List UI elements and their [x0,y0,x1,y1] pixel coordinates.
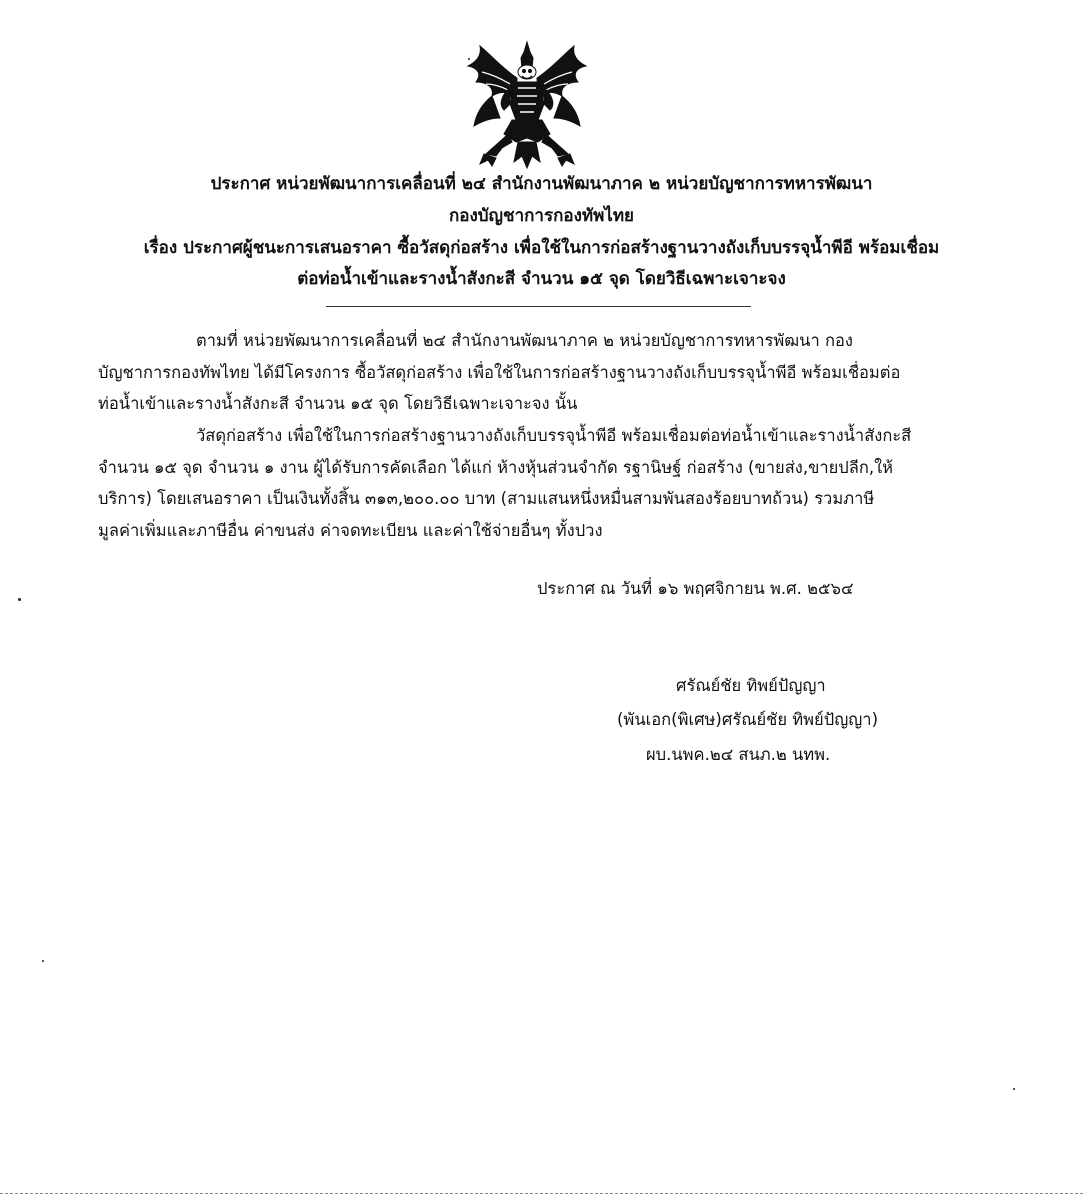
signature-position: ผบ.นพค.๒๔ สนภ.๒ นทพ. [646,745,831,764]
paragraph-2-line-1: วัสดุก่อสร้าง เพื่อใช้ในการก่อสร้างฐานวางถังเก็บบรรจุน้ำพีอี พร้อมเชื่อมต่อท่อน้ำเข้าและรางน้ำสังกะสี [196,426,912,445]
paragraph-2-line-4: มูลค่าเพิ่มและภาษีอื่น ค่าขนส่ง ค่าจดทะเบียน และค่าใช้จ่ายอื่นๆ ทั้งปวง [98,520,603,540]
scan-speck [468,58,470,60]
paragraph-2-line-2: จำนวน ๑๕ จุด จำนวน ๑ งาน ผู้ได้รับการคัดเลือก ได้แก่ ห้างหุ้นส่วนจำกัด รฐานิษฐ์ ก่อสร้าง (ขายส่ง,ขายปลีก,ให้ [98,457,894,477]
paragraph-1 [98,325,968,420]
paragraph-1-line-1: ตามที่ หน่วยพัฒนาการเคลื่อนที่ ๒๔ สำนักงานพัฒนาภาค ๒ หน่วยบัญชาการทหารพัฒนา กอง [196,331,853,350]
scan-speck [1013,1088,1015,1090]
scan-bottom-edge [0,1193,1083,1194]
paragraph-2-line-3: บริการ) โดยเสนอราคา เป็นเงินทั้งสิ้น ๓๑๓,๒๐๐.๐๐ บาท (สามแสนหนึ่งหมื่นสามพันสองร้อยบาทถ้วน) รวมภาษี [98,489,875,508]
scan-speck [18,598,21,601]
signature-rank-name: (พันเอก(พิเศษ)ศรัณย์ชัย ทิพย์ปัญญา) [617,710,879,729]
signature-name: ศรัณย์ชัย ทิพย์ปัญญา [676,676,826,695]
heading-line-1: ประกาศ หน่วยพัฒนาการเคลื่อนที่ ๒๔ สำนักงานพัฒนาภาค ๒ หน่วยบัญชาการทหารพัฒนา [210,174,873,194]
garuda-emblem-icon [462,38,592,173]
announcement-date: ประกาศ ณ วันที่ ๑๖ พฤศจิกายน พ.ศ. ๒๕๖๔ [537,579,854,598]
heading-line-2: กองบัญชาการกองทัพไทย [448,206,635,226]
paragraph-1-line-3: ท่อน้ำเข้าและรางน้ำสังกะสี จำนวน ๑๕ จุด โดยวิธีเฉพาะเจาะจง นั้น [98,394,578,413]
heading-line-4: ต่อท่อน้ำเข้าและรางน้ำสังกะสี จำนวน ๑๕ จุด โดยวิธีเฉพาะเจาะจง [297,269,786,289]
scan-speck [42,960,44,962]
heading-line-3: เรื่อง ประกาศผู้ชนะการเสนอราคา ซื้อวัสดุก่อสร้าง เพื่อใช้ในการก่อสร้างฐานวางถังเก็บบรรจุน้ำพีอี พร้อมเชื่อม [143,238,940,258]
title-divider [326,306,751,307]
paragraph-1-line-2: บัญชาการกองทัพไทย ได้มีโครงการ ซื้อวัสดุก่อสร้าง เพื่อใช้ในการก่อสร้างฐานวางถังเก็บบรรจุน้ำพีอี พร้อมเชื่อมต่อ [98,362,901,382]
paragraph-2 [98,420,968,546]
